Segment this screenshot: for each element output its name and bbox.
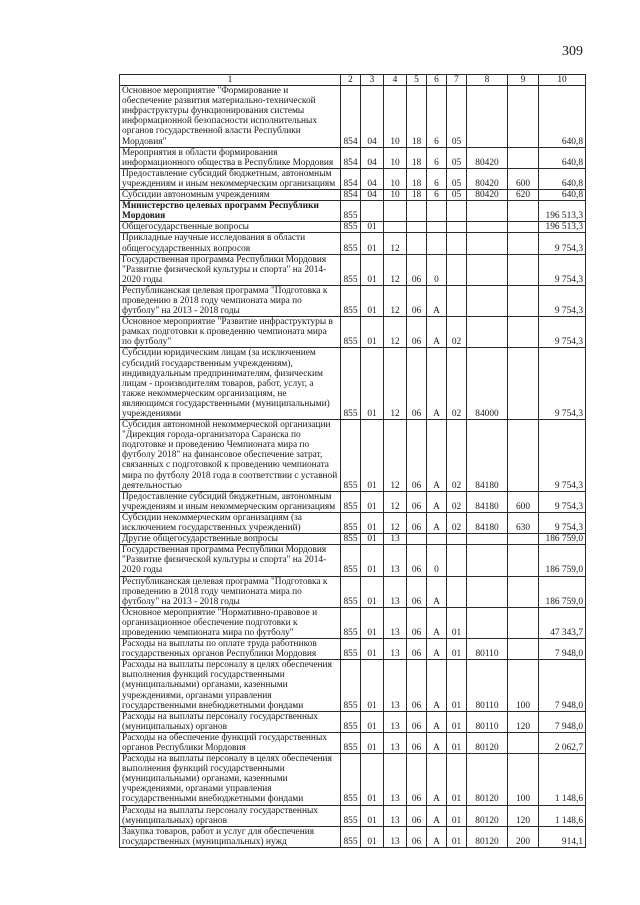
row-label: Субсидии некоммерческим организациям (за исключением государственных учреждений) — [120, 512, 341, 533]
code-section: 01 — [361, 222, 384, 233]
sum-value: 640,8 — [539, 147, 586, 168]
code-section: 04 — [361, 86, 384, 148]
table-row — [120, 420, 586, 492]
code-section: 04 — [361, 168, 384, 189]
header-cell: 10 — [539, 75, 586, 86]
table-row — [120, 233, 586, 254]
code-event — [447, 534, 467, 545]
code-program: 06 — [407, 254, 427, 285]
sum-value: 7 948,0 — [539, 660, 586, 711]
code-expense-type — [508, 147, 539, 168]
code-event: 01 — [447, 607, 467, 638]
code-event: 02 — [447, 512, 467, 533]
budget-table — [119, 74, 586, 848]
code-program: 18 — [407, 168, 427, 189]
code-subprogram: А — [427, 711, 447, 732]
code-direction: 84180 — [467, 512, 508, 533]
code-direction: 84180 — [467, 420, 508, 492]
code-section: 04 — [361, 190, 384, 201]
code-admin: 855 — [341, 711, 361, 732]
code-admin: 854 — [341, 86, 361, 148]
code-program: 06 — [407, 607, 427, 638]
sum-value: 196 513,3 — [539, 222, 586, 233]
code-direction — [467, 201, 508, 222]
code-event: 05 — [447, 190, 467, 201]
code-section — [361, 201, 384, 222]
code-admin: 854 — [341, 147, 361, 168]
code-admin: 855 — [341, 233, 361, 254]
code-subprogram: А — [427, 285, 447, 316]
code-section: 01 — [361, 826, 384, 847]
code-expense-type — [508, 201, 539, 222]
code-expense-type: 600 — [508, 491, 539, 512]
code-subprogram: А — [427, 420, 447, 492]
row-label: Расходы на выплаты персоналу в целях обеспечения выполнения функций государственными (муниципальными) органами, казенными учреждениями, органами управления государственными внебюджетными фондами — [120, 660, 341, 711]
code-subprogram: 6 — [427, 147, 447, 168]
code-direction: 80110 — [467, 711, 508, 732]
code-subprogram: А — [427, 607, 447, 638]
code-expense-type: 600 — [508, 168, 539, 189]
code-subsection: 12 — [384, 491, 407, 512]
sum-value: 9 754,3 — [539, 285, 586, 316]
code-section: 01 — [361, 285, 384, 316]
sum-value: 640,8 — [539, 86, 586, 148]
code-subprogram: А — [427, 805, 447, 826]
code-subprogram: 6 — [427, 190, 447, 201]
code-direction: 80420 — [467, 190, 508, 201]
header-cell: 4 — [384, 75, 407, 86]
code-subsection: 13 — [384, 754, 407, 805]
code-direction: 80120 — [467, 754, 508, 805]
table-row — [120, 805, 586, 826]
sum-value: 186 759,0 — [539, 534, 586, 545]
table-row — [120, 545, 586, 576]
code-subsection: 12 — [384, 348, 407, 420]
code-admin: 855 — [341, 660, 361, 711]
row-label: Другие общегосударственные вопросы — [120, 534, 341, 545]
code-admin: 855 — [341, 317, 361, 348]
code-subprogram: А — [427, 491, 447, 512]
code-subsection: 13 — [384, 607, 407, 638]
header-cell: 3 — [361, 75, 384, 86]
row-label: Общегосударственные вопросы — [120, 222, 341, 233]
code-program — [407, 233, 427, 254]
table-row — [120, 86, 586, 148]
code-section: 01 — [361, 545, 384, 576]
sum-value: 9 754,3 — [539, 491, 586, 512]
code-subprogram: 0 — [427, 545, 447, 576]
code-event: 01 — [447, 711, 467, 732]
code-subprogram — [427, 201, 447, 222]
table-row — [120, 222, 586, 233]
row-label: Субсидии автономным учреждениям — [120, 190, 341, 201]
code-subprogram: А — [427, 732, 447, 753]
code-subsection: 10 — [384, 147, 407, 168]
code-subprogram: А — [427, 512, 447, 533]
table-row — [120, 254, 586, 285]
code-expense-type — [508, 545, 539, 576]
code-section: 01 — [361, 420, 384, 492]
table-row — [120, 201, 586, 222]
code-admin: 854 — [341, 168, 361, 189]
table-row — [120, 190, 586, 201]
code-direction: 80110 — [467, 660, 508, 711]
row-label: Закупка товаров, работ и услуг для обеспечения государственных (муниципальных) нужд — [120, 826, 341, 847]
code-program: 06 — [407, 491, 427, 512]
code-admin: 855 — [341, 512, 361, 533]
sum-value: 9 754,3 — [539, 512, 586, 533]
code-event: 01 — [447, 805, 467, 826]
code-subsection: 10 — [384, 190, 407, 201]
code-program: 18 — [407, 86, 427, 148]
code-event: 01 — [447, 754, 467, 805]
header-cell: 2 — [341, 75, 361, 86]
code-program: 06 — [407, 754, 427, 805]
table-row — [120, 147, 586, 168]
code-admin: 855 — [341, 201, 361, 222]
code-admin: 855 — [341, 576, 361, 607]
table-row — [120, 512, 586, 533]
row-label: Мероприятия в области формирования информационного общества в Республике Мордовия — [120, 147, 341, 168]
code-subsection: 12 — [384, 285, 407, 316]
code-event: 05 — [447, 168, 467, 189]
code-admin: 855 — [341, 732, 361, 753]
code-direction — [467, 285, 508, 316]
code-subprogram: А — [427, 576, 447, 607]
row-label: Основное мероприятие "Формирование и обеспечение развития материально-технической инфраструктуры функционирования системы информационной безопасности исполнительных органов государственной власти Республики Мордовия" — [120, 86, 341, 148]
sum-value: 7 948,0 — [539, 711, 586, 732]
code-event: 02 — [447, 317, 467, 348]
header-cell: 9 — [508, 75, 539, 86]
code-subprogram: 0 — [427, 254, 447, 285]
table-row — [120, 534, 586, 545]
code-subprogram: А — [427, 826, 447, 847]
table-row — [120, 576, 586, 607]
code-expense-type: 100 — [508, 660, 539, 711]
code-section: 01 — [361, 732, 384, 753]
code-event — [447, 285, 467, 316]
code-event: 02 — [447, 420, 467, 492]
code-section: 01 — [361, 639, 384, 660]
table-row — [120, 732, 586, 753]
code-direction: 80120 — [467, 826, 508, 847]
table-row — [120, 826, 586, 847]
code-expense-type — [508, 420, 539, 492]
code-subprogram: 6 — [427, 86, 447, 148]
code-direction — [467, 576, 508, 607]
code-direction — [467, 607, 508, 638]
code-section: 01 — [361, 254, 384, 285]
code-program: 06 — [407, 639, 427, 660]
sum-value: 47 343,7 — [539, 607, 586, 638]
table-row — [120, 168, 586, 189]
table-row — [120, 285, 586, 316]
code-expense-type — [508, 222, 539, 233]
code-subprogram: 6 — [427, 168, 447, 189]
code-expense-type — [508, 732, 539, 753]
code-section: 01 — [361, 607, 384, 638]
code-expense-type — [508, 285, 539, 316]
header-cell: 5 — [407, 75, 427, 86]
code-event: 01 — [447, 639, 467, 660]
code-admin: 854 — [341, 190, 361, 201]
code-event — [447, 222, 467, 233]
row-label: Расходы на выплаты персоналу государственных (муниципальных) органов — [120, 805, 341, 826]
code-expense-type — [508, 534, 539, 545]
table-row — [120, 711, 586, 732]
code-section: 01 — [361, 491, 384, 512]
code-direction: 80420 — [467, 168, 508, 189]
code-program: 06 — [407, 805, 427, 826]
sum-value: 1 148,6 — [539, 805, 586, 826]
code-event: 01 — [447, 826, 467, 847]
code-event — [447, 254, 467, 285]
code-expense-type — [508, 86, 539, 148]
code-subprogram: А — [427, 660, 447, 711]
code-subsection: 10 — [384, 86, 407, 148]
code-event: 02 — [447, 348, 467, 420]
row-label: Расходы на обеспечение функций государственных органов Республики Мордовия — [120, 732, 341, 753]
code-direction — [467, 233, 508, 254]
row-label: Расходы на выплаты персоналу в целях обеспечения выполнения функций государственными (муниципальными) органами, казенными учреждениями, органами управления государственными внебюджетными фондами — [120, 754, 341, 805]
header-row — [120, 75, 586, 86]
code-expense-type — [508, 576, 539, 607]
code-section: 01 — [361, 576, 384, 607]
code-program: 18 — [407, 190, 427, 201]
code-section: 04 — [361, 147, 384, 168]
sum-value: 9 754,3 — [539, 420, 586, 492]
code-expense-type — [508, 607, 539, 638]
table-row — [120, 607, 586, 638]
code-subsection: 12 — [384, 254, 407, 285]
code-section: 01 — [361, 534, 384, 545]
table-row — [120, 660, 586, 711]
code-subsection: 13 — [384, 826, 407, 847]
code-program — [407, 534, 427, 545]
code-direction — [467, 545, 508, 576]
table-row — [120, 317, 586, 348]
row-label: Расходы на выплаты персоналу государственных (муниципальных) органов — [120, 711, 341, 732]
header-cell: 1 — [120, 75, 341, 86]
sum-value: 9 754,3 — [539, 233, 586, 254]
code-subsection: 12 — [384, 512, 407, 533]
row-label: Предоставление субсидий бюджетным, автономным учреждениям и иным некоммерческим организациям — [120, 168, 341, 189]
code-event: 05 — [447, 86, 467, 148]
header-cell: 8 — [467, 75, 508, 86]
code-subsection: 12 — [384, 233, 407, 254]
code-subsection: 13 — [384, 732, 407, 753]
row-label: Республиканская целевая программа "Подготовка к проведению в 2018 году чемпионата мира по футболу" на 2013 - 2018 годы — [120, 285, 341, 316]
code-program: 06 — [407, 317, 427, 348]
code-subsection: 13 — [384, 805, 407, 826]
code-event — [447, 201, 467, 222]
code-admin: 855 — [341, 607, 361, 638]
row-label: Предоставление субсидий бюджетным, автономным учреждениям и иным некоммерческим организациям — [120, 491, 341, 512]
code-section: 01 — [361, 805, 384, 826]
code-expense-type: 120 — [508, 805, 539, 826]
row-label: Расходы на выплаты по оплате труда работников государственных органов Республики Мордовия — [120, 639, 341, 660]
code-direction — [467, 222, 508, 233]
row-label: Основное мероприятие "Нормативно-правовое и организационное обеспечение подготовки к проведению чемпионата мира по футболу" — [120, 607, 341, 638]
code-admin: 855 — [341, 805, 361, 826]
code-subsection: 13 — [384, 711, 407, 732]
code-direction — [467, 534, 508, 545]
code-program: 18 — [407, 147, 427, 168]
sum-value: 9 754,3 — [539, 317, 586, 348]
code-program: 06 — [407, 545, 427, 576]
row-label: Прикладные научные исследования в области общегосударственных вопросов — [120, 233, 341, 254]
sum-value: 7 948,0 — [539, 639, 586, 660]
code-admin: 855 — [341, 348, 361, 420]
code-subsection: 13 — [384, 576, 407, 607]
code-program — [407, 222, 427, 233]
header-cell: 7 — [447, 75, 467, 86]
code-direction: 84000 — [467, 348, 508, 420]
code-subsection — [384, 222, 407, 233]
code-program: 06 — [407, 420, 427, 492]
sum-value: 1 148,6 — [539, 754, 586, 805]
code-admin: 855 — [341, 826, 361, 847]
code-subsection: 10 — [384, 168, 407, 189]
sum-value: 640,8 — [539, 168, 586, 189]
code-direction — [467, 254, 508, 285]
sum-value: 640,8 — [539, 190, 586, 201]
code-admin: 855 — [341, 491, 361, 512]
code-admin: 855 — [341, 754, 361, 805]
code-direction — [467, 86, 508, 148]
code-direction: 80420 — [467, 147, 508, 168]
code-subprogram: А — [427, 639, 447, 660]
code-event: 05 — [447, 147, 467, 168]
row-label: Республиканская целевая программа "Подготовка к проведению в 2018 году чемпионата мира по футболу" на 2013 - 2018 годы — [120, 576, 341, 607]
code-expense-type — [508, 639, 539, 660]
code-program: 06 — [407, 576, 427, 607]
code-expense-type: 630 — [508, 512, 539, 533]
code-program: 06 — [407, 732, 427, 753]
code-expense-type — [508, 233, 539, 254]
code-direction — [467, 317, 508, 348]
code-section: 01 — [361, 512, 384, 533]
code-admin: 855 — [341, 254, 361, 285]
code-section: 01 — [361, 711, 384, 732]
code-program: 06 — [407, 285, 427, 316]
code-subprogram: А — [427, 317, 447, 348]
code-program: 06 — [407, 826, 427, 847]
code-subprogram: А — [427, 754, 447, 805]
code-event: 01 — [447, 660, 467, 711]
code-program: 06 — [407, 711, 427, 732]
code-admin: 855 — [341, 534, 361, 545]
sum-value: 9 754,3 — [539, 254, 586, 285]
code-expense-type — [508, 254, 539, 285]
code-expense-type — [508, 348, 539, 420]
code-admin: 855 — [341, 639, 361, 660]
table-row — [120, 491, 586, 512]
sum-value: 186 759,0 — [539, 545, 586, 576]
table-row — [120, 639, 586, 660]
code-subsection: 13 — [384, 545, 407, 576]
code-admin: 855 — [341, 545, 361, 576]
code-direction: 84180 — [467, 491, 508, 512]
code-expense-type: 120 — [508, 711, 539, 732]
code-direction: 80120 — [467, 805, 508, 826]
code-section: 01 — [361, 754, 384, 805]
sum-value: 9 754,3 — [539, 348, 586, 420]
code-expense-type: 100 — [508, 754, 539, 805]
code-subsection: 13 — [384, 534, 407, 545]
table-row — [120, 348, 586, 420]
sum-value: 196 513,3 — [539, 201, 586, 222]
code-subsection: 12 — [384, 420, 407, 492]
code-admin: 855 — [341, 285, 361, 316]
row-label: Государственная программа Республики Мордовия "Развитие физической культуры и спорта" на 2014-2020 годы — [120, 545, 341, 576]
sum-value: 186 759,0 — [539, 576, 586, 607]
code-admin: 855 — [341, 222, 361, 233]
header-cell: 6 — [427, 75, 447, 86]
row-label: Субсидия автономной некоммерческой организации "Дирекция города-организатора Саранска по подготовке и проведению Чемпионата мира по футболу 2018" на финансовое обеспечение затрат, связанных с подготовкой к проведению чемпионата мира по футболу 2018 года в соответствии с уставной деятельностью — [120, 420, 341, 492]
code-expense-type: 620 — [508, 190, 539, 201]
code-subsection — [384, 201, 407, 222]
code-program: 06 — [407, 348, 427, 420]
code-direction: 80120 — [467, 732, 508, 753]
sum-value: 914,1 — [539, 826, 586, 847]
code-event: 02 — [447, 491, 467, 512]
code-program: 06 — [407, 512, 427, 533]
code-program: 06 — [407, 660, 427, 711]
row-label: Государственная программа Республики Мордовия "Развитие физической культуры и спорта" на 2014-2020 годы — [120, 254, 341, 285]
code-subprogram — [427, 233, 447, 254]
code-section: 01 — [361, 233, 384, 254]
code-section: 01 — [361, 317, 384, 348]
code-event: 01 — [447, 732, 467, 753]
code-expense-type: 200 — [508, 826, 539, 847]
code-subprogram: А — [427, 348, 447, 420]
code-direction: 80110 — [467, 639, 508, 660]
row-label: Основное мероприятие "Развитие инфраструктуры в рамках подготовки к проведению чемпионата мира по футболу" — [120, 317, 341, 348]
sum-value: 2 062,7 — [539, 732, 586, 753]
code-event — [447, 576, 467, 607]
row-label: Министерство целевых программ Республики Мордовия — [120, 201, 341, 222]
code-section: 01 — [361, 348, 384, 420]
code-subprogram — [427, 222, 447, 233]
code-subsection: 13 — [384, 639, 407, 660]
code-event — [447, 233, 467, 254]
table-row — [120, 754, 586, 805]
code-section: 01 — [361, 660, 384, 711]
code-subprogram — [427, 534, 447, 545]
code-subsection: 13 — [384, 660, 407, 711]
page-number: 309 — [562, 44, 583, 59]
table-body — [120, 75, 586, 848]
row-label: Субсидии юридическим лицам (за исключением субсидий государственным учреждениям), индивидуальным предпринимателям, физическим лицам - производителям товаров, работ, услуг, а также некоммерческим организациям, не являющимся государственными (муниципальными) учреждениями — [120, 348, 341, 420]
code-expense-type — [508, 317, 539, 348]
code-event — [447, 545, 467, 576]
code-program — [407, 201, 427, 222]
code-admin: 855 — [341, 420, 361, 492]
code-subsection: 12 — [384, 317, 407, 348]
